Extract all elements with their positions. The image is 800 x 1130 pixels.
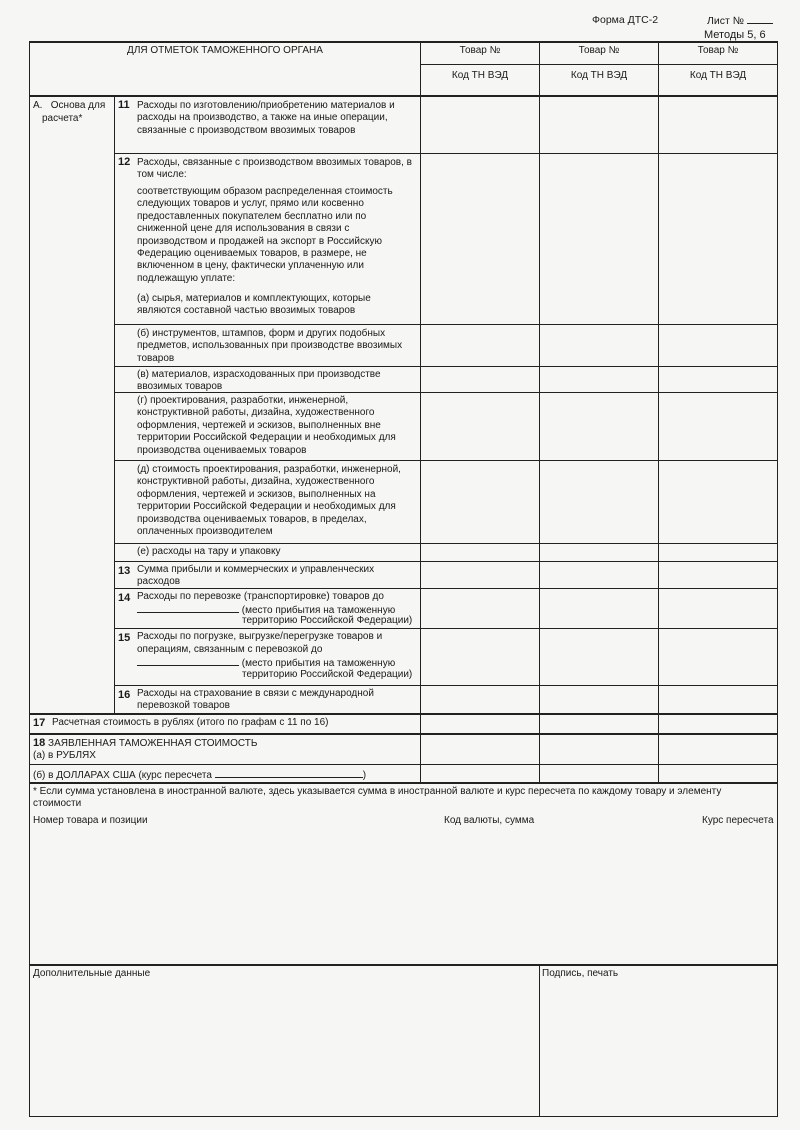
row-14-post2: территорию Российской Федерации) <box>242 615 413 626</box>
row-line <box>114 628 777 629</box>
row-18a-text: (а) в РУБЛЯХ <box>33 750 96 761</box>
methods-label: Методы 5, 6 <box>704 29 766 41</box>
row-line <box>114 460 777 461</box>
row-11-number: 11 <box>118 99 130 111</box>
row-16-text: Расходы на страхование в связи с международной перевозкой товаров <box>137 688 374 712</box>
row-15-post2: территорию Российской Федерации) <box>242 669 413 680</box>
row-line <box>114 366 777 367</box>
table-top-border <box>29 41 777 43</box>
row-12-number: 12 <box>118 156 131 168</box>
row-18-number: 18 <box>33 737 46 749</box>
row-15-line1: Расходы по погрузке, выгрузке/перегрузке товаров и <box>137 631 383 642</box>
goods-col-1-border <box>420 41 421 783</box>
row-13-text: Сумма прибыли и коммерческих и управленческих расходов <box>137 564 375 588</box>
row-12b-text: (б) инструментов, штампов, форм и других подобных предметов, использованных при производстве ввозимых товаров <box>137 328 403 364</box>
row-17-text: Расчетная стоимость в рублях (итого по графам с 11 по 16) <box>52 717 329 728</box>
row-line-thick <box>29 713 777 715</box>
row-15-post: (место прибытия на таможенную <box>241 658 396 669</box>
row-15-line2: операциям, связанным с перевозкой до <box>137 644 323 655</box>
row-18-title <box>33 737 257 750</box>
row-12-body: соответствующим образом распределенная стоимость следующих товаров и услуг, прямо или косвенно предоставленных покупателем бесплатно или по сниженной цене для использования в связи с производством и продажей на экспорт в Российскую Федерацию оцениваемых товаров, в размере, не включенном в цену, фактически уплаченную или подлежащую уплате: <box>137 186 393 284</box>
row-15-place-field[interactable] <box>137 656 239 666</box>
row-14-post: (место прибытия на таможенную <box>241 605 396 616</box>
goods-number-2: Товар № <box>578 45 620 56</box>
row-18b-line <box>33 768 366 782</box>
row-line <box>114 685 777 686</box>
goods-header-divider <box>420 64 777 65</box>
goods-col-2-border <box>539 41 540 783</box>
row-14-pre: Расходы по перевозке (транспортировке) товаров до <box>137 591 384 602</box>
section-a-label-2: расчета* <box>42 113 83 124</box>
signature-stamp-label: Подпись, печать <box>542 968 619 979</box>
row-16-number: 16 <box>118 689 131 701</box>
row-12v-text: (в) материалов, израсходованных при производстве ввозимых товаров <box>137 369 381 393</box>
goods-col-3-border <box>658 41 659 783</box>
row-line <box>114 153 777 154</box>
row-14-place-field[interactable] <box>137 603 239 613</box>
row-15-number: 15 <box>118 632 131 644</box>
table-left-border <box>29 41 30 1117</box>
row-line <box>114 561 777 562</box>
form-name: Форма ДТС-2 <box>592 14 659 26</box>
row-line <box>114 324 777 325</box>
table-right-border <box>777 41 778 1117</box>
row-12e-text: (е) расходы на тару и упаковку <box>137 546 281 557</box>
row-14-number: 14 <box>118 592 131 604</box>
header-bottom-border <box>29 95 777 97</box>
footnote-col-currency-amount: Код валюты, сумма <box>444 815 535 826</box>
sheet-number-field[interactable] <box>747 14 773 24</box>
row-line <box>29 764 777 765</box>
row-18b-post: ) <box>362 770 367 781</box>
sheet-number-label <box>707 14 773 27</box>
row-line <box>114 543 777 544</box>
row-18b-rate-field[interactable] <box>215 768 363 778</box>
footnote-col-goods-position: Номер товара и позиции <box>33 815 148 826</box>
row-12d-text: (д) стоимость проектирования, разработки, инженерной, конструктивной работы, дизайна, художественного оформления, чертежей и эскизов, выполненных на территории Российской Федерации и необходимых для производства оцениваемых товаров, в пределах, оплаченных производителем <box>137 464 401 538</box>
goods-number-1: Товар № <box>459 45 501 56</box>
sheet-label-text: Лист № <box>707 15 744 27</box>
row-12-intro: Расходы, связанные с производством ввозимых товаров, в том числе: <box>137 157 412 181</box>
row-12g-text: (г) проектирования, разработки, инженерной, конструктивной работы, дизайна, художественного оформления, чертежей и эскизов, выполненных вне территории Российской Федерации и необходимых для производства оцениваемых товаров <box>137 395 396 456</box>
table-bottom-border <box>29 1116 777 1117</box>
row-line-thick <box>29 964 777 966</box>
section-a-divider <box>114 96 115 714</box>
signature-divider <box>539 965 540 1117</box>
hs-code-2: Код ТН ВЭД <box>570 70 628 81</box>
footnote-text: * Если сумма установлена в иностранной валюте, здесь указывается сумма в иностранной валюте и курс пересчета по каждому товару и элементу стоимости <box>33 786 722 810</box>
customs-marks-header: ДЛЯ ОТМЕТОК ТАМОЖЕННОГО ОРГАНА <box>127 45 323 56</box>
goods-number-3: Товар № <box>697 45 739 56</box>
row-17-number: 17 <box>33 717 46 729</box>
hs-code-3: Код ТН ВЭД <box>689 70 747 81</box>
additional-data-label: Дополнительные данные <box>33 968 151 979</box>
row-13-number: 13 <box>118 565 131 577</box>
row-11-text: Расходы по изготовлению/приобретению материалов и расходы на производство, а также на иные операции, связанные с производством ввозимых товаров <box>137 100 395 136</box>
row-18-title-text: ЗАЯВЛЕННАЯ ТАМОЖЕННАЯ СТОИМОСТЬ <box>48 738 258 749</box>
hs-code-1: Код ТН ВЭД <box>451 70 509 81</box>
row-12a-text: (а) сырья, материалов и комплектующих, которые являются составной частью ввозимых товаров <box>137 293 371 317</box>
footnote-col-exchange-rate: Курс пересчета <box>702 815 774 826</box>
row-line-thick <box>29 733 777 735</box>
section-a-label: А. Основа для <box>33 100 106 111</box>
row-18b-pre: (б) в ДОЛЛАРАХ США (курс пересчета <box>33 770 212 781</box>
